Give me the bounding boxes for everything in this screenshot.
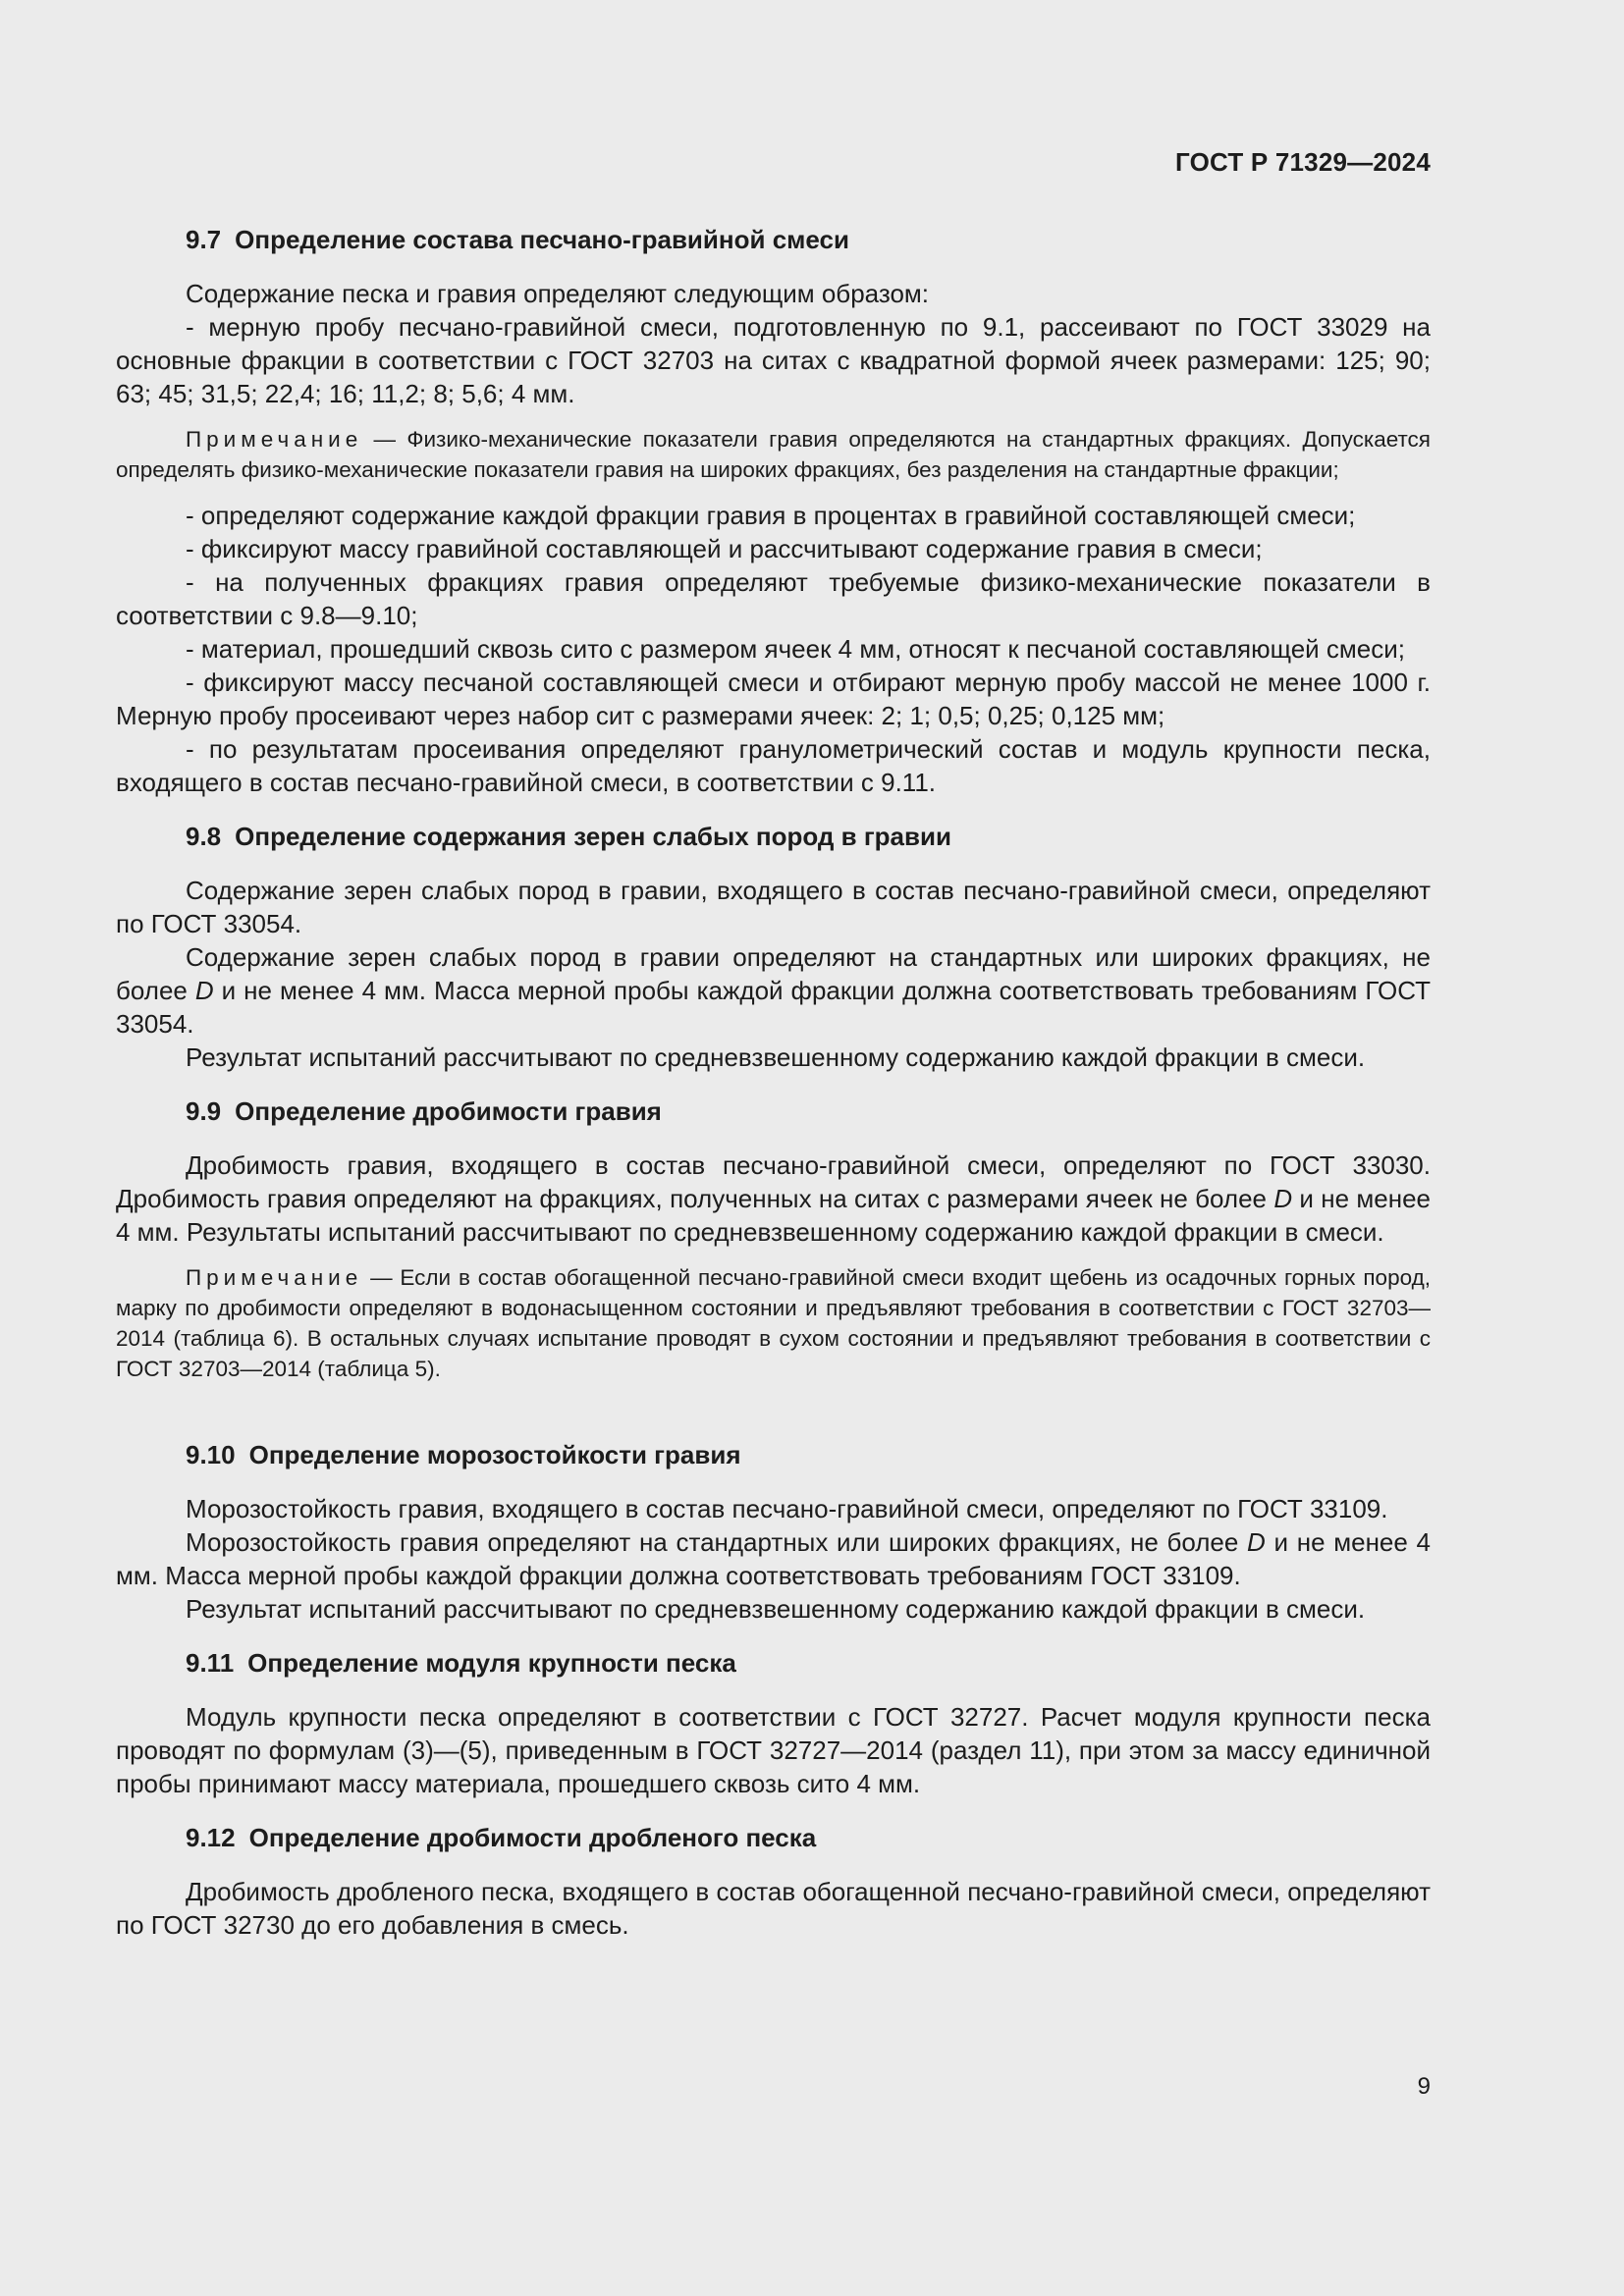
- section-9-7: [116, 224, 1431, 799]
- section-9-8: [116, 821, 1431, 1074]
- section-heading: [116, 1647, 1431, 1679]
- paragraph: [116, 940, 1431, 1041]
- note-text: — Физико-механические показатели гравия определяются на стандартных фракциях. Допускается определять физико-механические показатели гравия на широких фракциях, без разделения на стандартные фракции;: [116, 427, 1431, 482]
- section-spacer: [116, 1626, 1431, 1647]
- text-run: и не менее 4 мм. Результаты испытаний рассчитывают по средневзвешенному содержанию каждой фракции в смеси.: [116, 1184, 1431, 1247]
- section-9-9: [116, 1095, 1431, 1384]
- variable-d: D: [1247, 1527, 1266, 1557]
- paragraph: Содержание песка и гравия определяют следующим образом:: [186, 279, 930, 308]
- section-heading: [116, 1095, 1431, 1127]
- text-run: и не менее 4 мм. Масса мерной пробы каждой фракции должна соответствовать требованиям ГОСТ 33054.: [116, 976, 1431, 1039]
- section-9-10: [116, 1439, 1431, 1626]
- variable-d: D: [1273, 1184, 1293, 1213]
- section-number: 9.7: [186, 225, 222, 254]
- section-spacer: [116, 1398, 1431, 1439]
- page-number: 9: [1417, 2073, 1431, 2100]
- section-title: Определение дробимости дробленого песка: [248, 1823, 817, 1852]
- section-spacer: [116, 799, 1431, 821]
- section-heading: [116, 224, 1431, 255]
- section-title: Определение морозостойкости гравия: [248, 1440, 741, 1469]
- list-item: - по результатам просеивания определяют гранулометрический состав и модуль крупности песка, входящего в состав песчано-гравийной смеси, в соответствии с 9.11.: [116, 734, 1431, 797]
- text-run: Морозостойкость гравия определяют на стандартных или широких фракциях, не более: [186, 1527, 1248, 1557]
- text-run: Дробимость гравия, входящего в состав песчано-гравийной смеси, определяют по ГОСТ 33030. Дробимость гравия определяют на фракциях, полученных на ситах с размерами ячеек не более: [116, 1150, 1431, 1213]
- text-run: и не менее 4 мм. Масса мерной пробы каждой фракции должна соответствовать требованиям ГОСТ 33109.: [116, 1527, 1431, 1590]
- list-item: - фиксируют массу гравийной составляющей и рассчитывают содержание гравия в смеси;: [186, 534, 1263, 563]
- section-title: Определение модуля крупности песка: [247, 1648, 736, 1678]
- list-item: - фиксируют массу песчаной составляющей смеси и отбирают мерную пробу массой не менее 1000 г. Мерную пробу просеивают через набор сит с размерами ячеек: 2; 1; 0,5; 0,25; 0,125 мм;: [116, 667, 1431, 730]
- note-label: Примечание: [186, 427, 363, 452]
- list-item: - на полученных фракциях гравия определяют требуемые физико-механические показатели в соответствии с 9.8—9.10;: [116, 567, 1431, 630]
- note-text: — Если в состав обогащенной песчано-гравийной смеси входит щебень из осадочных горных пород, марку по дробимости определяют в водонасыщенном состоянии и предъявляют требования в соответствии с ГОСТ 32703—2014 (таблица 6). В остальных случаях испытание проводят в сухом состоянии и предъявляют требования в соответствии с ГОСТ 32703—2014 (таблица 5).: [116, 1265, 1431, 1381]
- section-title: Определение дробимости гравия: [235, 1096, 662, 1126]
- paragraph: Модуль крупности песка определяют в соответствии с ГОСТ 32727. Расчет модуля крупности песка проводят по формулам (3)—(5), приведенным в ГОСТ 32727—2014 (раздел 11), при этом за массу единичной пробы принимают массу материала, прошедшего сквозь сито 4 мм.: [116, 1702, 1431, 1798]
- section-title: Определение содержания зерен слабых пород в гравии: [235, 822, 951, 851]
- section-9-11: [116, 1647, 1431, 1800]
- paragraph: [116, 1525, 1431, 1592]
- section-number: 9.12: [186, 1823, 236, 1852]
- paragraph: Содержание зерен слабых пород в гравии, входящего в состав песчано-гравийной смеси, определяют по ГОСТ 33054.: [116, 876, 1431, 938]
- note-label: Примечание: [186, 1265, 363, 1290]
- paragraph: Дробимость дробленого песка, входящего в состав обогащенной песчано-гравийной смеси, определяют по ГОСТ 32730 до его добавления в смесь.: [116, 1877, 1431, 1940]
- list-item: - мерную пробу песчано-гравийной смеси, подготовленную по 9.1, рассеивают по ГОСТ 33029 на основные фракции в соответствии с ГОСТ 32703 на ситах с квадратной формой ячеек размерами: 125; 90; 63; 45; 31,5; 22,4; 16; 11,2; 8; 5,6; 4 мм.: [116, 312, 1431, 408]
- note: [116, 424, 1431, 485]
- section-heading: [116, 821, 1431, 852]
- section-heading: [116, 1822, 1431, 1853]
- list-item: - материал, прошедший сквозь сито с размером ячеек 4 мм, относят к песчаной составляющей смеси;: [186, 634, 1405, 664]
- section-number: 9.9: [186, 1096, 222, 1126]
- section-9-12: [116, 1822, 1431, 1942]
- section-title: Определение состава песчано-гравийной смеси: [235, 225, 849, 254]
- standard-code-header: ГОСТ Р 71329—2024: [1175, 147, 1431, 177]
- paragraph: Результат испытаний рассчитывают по средневзвешенному содержанию каждой фракции в смеси.: [186, 1594, 1366, 1624]
- text-run: Содержание зерен слабых пород в гравии определяют на стандартных или широких фракциях, не более: [116, 942, 1431, 1005]
- paragraph: Результат испытаний рассчитывают по средневзвешенному содержанию каждой фракции в смеси.: [186, 1042, 1366, 1072]
- variable-d: D: [194, 976, 214, 1005]
- section-number: 9.11: [186, 1648, 235, 1678]
- paragraph: Морозостойкость гравия, входящего в состав песчано-гравийной смеси, определяют по ГОСТ 33109.: [186, 1494, 1388, 1523]
- paragraph: [116, 1148, 1431, 1249]
- document-body: [116, 224, 1431, 1942]
- note: [116, 1262, 1431, 1384]
- list-item: - определяют содержание каждой фракции гравия в процентах в гравийной составляющей смеси;: [186, 501, 1356, 530]
- section-heading: [116, 1439, 1431, 1470]
- section-number: 9.10: [186, 1440, 236, 1469]
- section-spacer: [116, 1800, 1431, 1822]
- section-spacer: [116, 1074, 1431, 1095]
- section-number: 9.8: [186, 822, 222, 851]
